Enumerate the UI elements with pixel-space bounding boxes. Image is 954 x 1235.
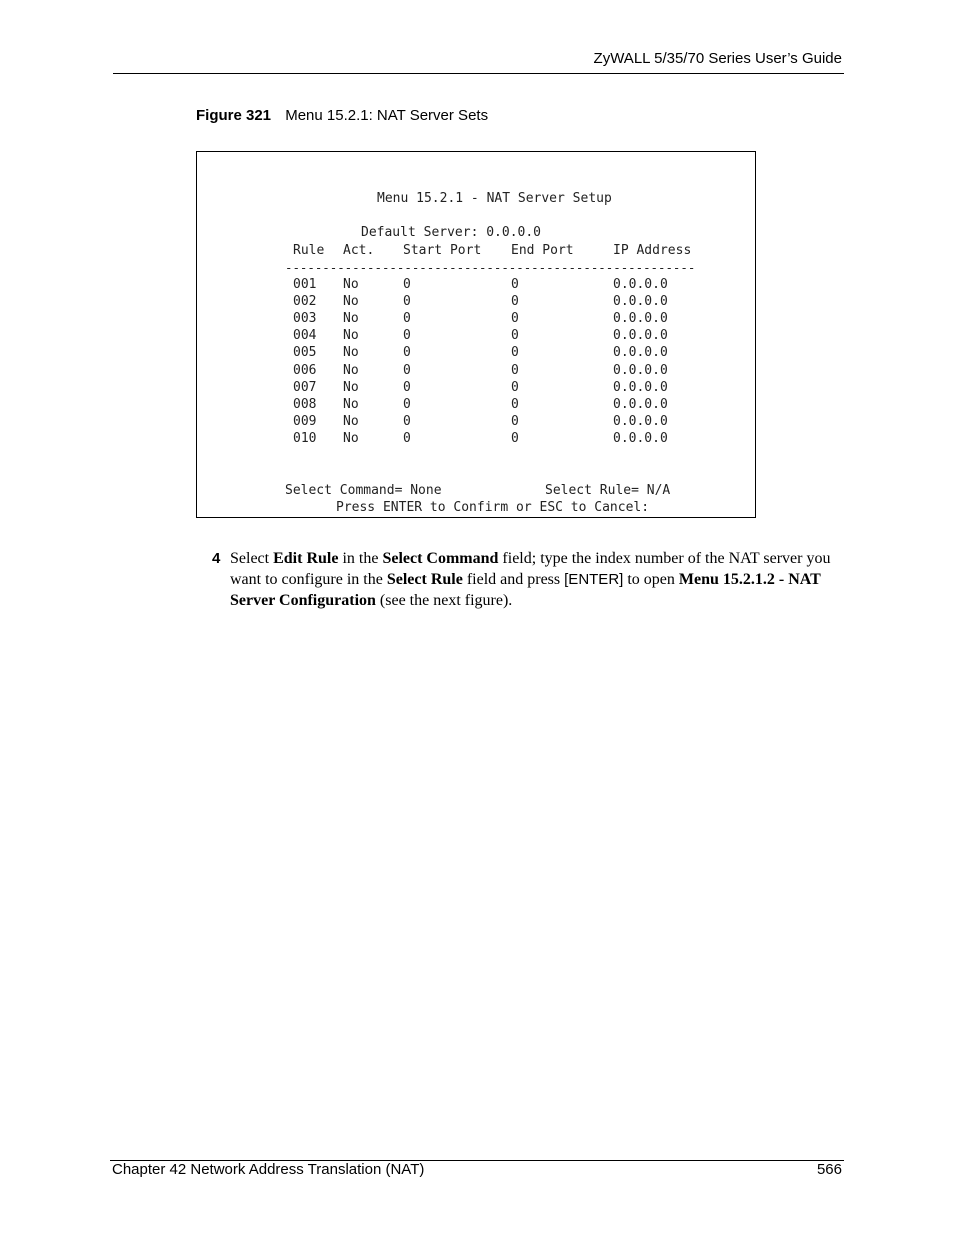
table-cell-start: 0 bbox=[403, 362, 411, 378]
menu-title: Menu 15.2.1 - NAT Server Setup bbox=[377, 191, 612, 206]
table-cell-rule: 005 bbox=[293, 345, 317, 361]
table-cell-ip: 0.0.0.0 bbox=[613, 430, 668, 446]
table-cell-act: No bbox=[343, 328, 359, 344]
figure-title: Menu 15.2.1: NAT Server Sets bbox=[285, 107, 489, 124]
table-cell-rule: 008 bbox=[293, 396, 317, 412]
table-cell-act: No bbox=[343, 379, 359, 395]
footer-chapter: Chapter 42 Network Address Translation (NAT) bbox=[112, 1161, 425, 1178]
table-cell-end: 0 bbox=[511, 328, 519, 344]
table-cell-rule: 001 bbox=[293, 277, 317, 292]
table-cell-start: 0 bbox=[403, 294, 411, 310]
table-cell-ip: 0.0.0.0 bbox=[613, 277, 668, 292]
table-separator: ------------------------------------------------------- bbox=[285, 260, 696, 275]
select-rule-field[interactable]: Select Rule= N/A bbox=[545, 483, 671, 498]
column-header-act: Act. bbox=[343, 243, 375, 258]
table-cell-start: 0 bbox=[403, 430, 411, 446]
table-cell-start: 0 bbox=[403, 379, 411, 395]
table-cell-start: 0 bbox=[403, 328, 411, 344]
table-cell-end: 0 bbox=[511, 277, 519, 292]
table-cell-act: No bbox=[343, 311, 359, 327]
header-divider bbox=[113, 73, 844, 74]
header-title: ZyWALL 5/35/70 Series User’s Guide bbox=[593, 50, 842, 67]
footer-page-number: 566 bbox=[816, 1161, 842, 1178]
column-header-rule: Rule bbox=[293, 243, 325, 258]
table-cell-start: 0 bbox=[403, 311, 411, 327]
table-cell-end: 0 bbox=[511, 345, 519, 361]
table-cell-end: 0 bbox=[511, 379, 519, 395]
table-cell-ip: 0.0.0.0 bbox=[613, 396, 668, 412]
table-cell-act: No bbox=[343, 396, 359, 412]
step-4 bbox=[212, 548, 842, 611]
select-command-field[interactable]: Select Command= None bbox=[285, 483, 442, 498]
table-cell-rule: 009 bbox=[293, 413, 317, 429]
terminal-screen bbox=[196, 151, 756, 518]
figure-caption bbox=[196, 107, 488, 124]
table-cell-end: 0 bbox=[511, 396, 519, 412]
table-cell-ip: 0.0.0.0 bbox=[613, 311, 668, 327]
table-cell-act: No bbox=[343, 277, 359, 292]
table-cell-act: No bbox=[343, 345, 359, 361]
table-cell-end: 0 bbox=[511, 430, 519, 446]
table-cell-ip: 0.0.0.0 bbox=[613, 379, 668, 395]
table-cell-start: 0 bbox=[403, 345, 411, 361]
table-cell-start: 0 bbox=[403, 396, 411, 412]
table-cell-ip: 0.0.0.0 bbox=[613, 294, 668, 310]
table-cell-rule: 003 bbox=[293, 311, 317, 327]
table-cell-rule: 002 bbox=[293, 294, 317, 310]
table-cell-ip: 0.0.0.0 bbox=[613, 328, 668, 344]
confirm-prompt: Press ENTER to Confirm or ESC to Cancel: bbox=[336, 500, 650, 515]
table-cell-rule: 006 bbox=[293, 362, 317, 378]
table-cell-end: 0 bbox=[511, 362, 519, 378]
table-cell-act: No bbox=[343, 362, 359, 378]
table-cell-ip: 0.0.0.0 bbox=[613, 345, 668, 361]
step-number: 4 bbox=[212, 550, 221, 567]
table-cell-act: No bbox=[343, 413, 359, 429]
table-cell-ip: 0.0.0.0 bbox=[613, 362, 668, 378]
table-cell-end: 0 bbox=[511, 413, 519, 429]
table-cell-rule: 004 bbox=[293, 328, 317, 344]
table-cell-rule: 007 bbox=[293, 379, 317, 395]
table-cell-end: 0 bbox=[511, 294, 519, 310]
table-cell-act: No bbox=[343, 294, 359, 310]
table-cell-start: 0 bbox=[403, 413, 411, 429]
column-header-start-port: Start Port bbox=[403, 243, 482, 258]
default-server: Default Server: 0.0.0.0 bbox=[361, 225, 542, 240]
column-header-end-port: End Port bbox=[511, 243, 574, 258]
table-cell-ip: 0.0.0.0 bbox=[613, 413, 668, 429]
column-header-ip-address: IP Address bbox=[613, 243, 692, 258]
table-cell-start: 0 bbox=[403, 277, 411, 292]
figure-label: Figure 321 bbox=[196, 107, 272, 124]
table-cell-act: No bbox=[343, 430, 359, 446]
table-cell-end: 0 bbox=[511, 311, 519, 327]
step-text: Select Edit Rule in the Select Command field; type the index number of the NAT server you want to configure in the Select Rule field and press [ENTER] to open Menu 15.2.1.2 - NAT Server Configuration (see the next figure). bbox=[230, 550, 831, 609]
table-cell-rule: 010 bbox=[293, 430, 317, 446]
